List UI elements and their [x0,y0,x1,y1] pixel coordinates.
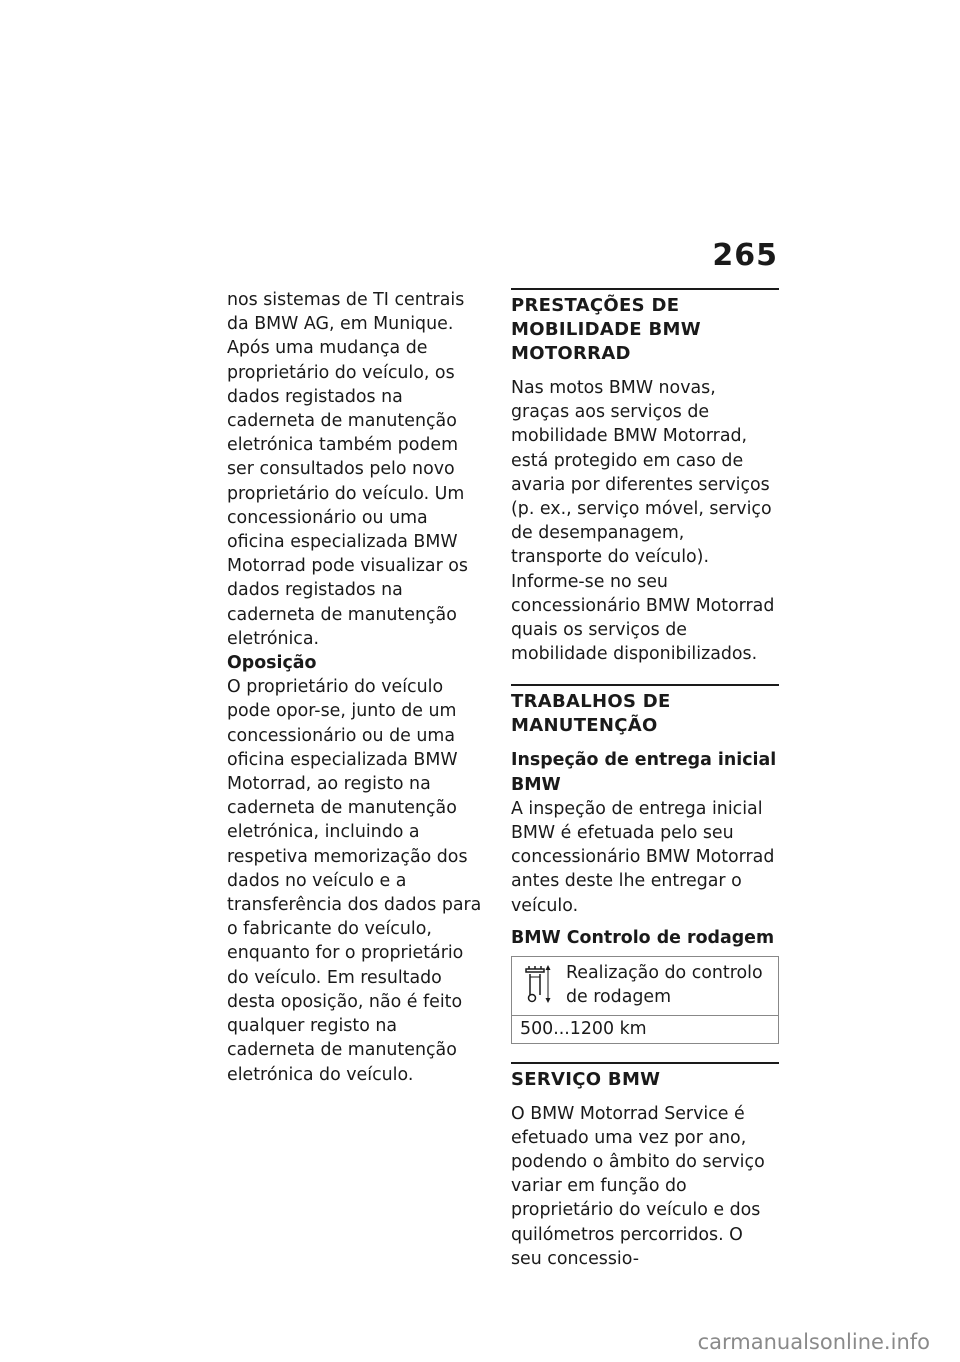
running-in-range: 500...1200 km [512,1015,778,1042]
page-number: 265 [712,238,778,273]
inspection-heading: Inspeção de entrega inicial BMW [511,750,777,795]
inspection-paragraph: A inspeção de entrega inicial BMW é efetuada pelo seu concessionário BMW Motorrad antes deste lhe entregar o veículo. [511,798,775,916]
running-in-gauge-icon [524,965,552,1005]
opposition-heading: Oposição [227,653,317,674]
mobility-heading: PRESTAÇÕES DE MOBILIDADE BMW MOTORRAD [511,288,779,366]
maintenance-heading: TRABALHOS DE MANUTENÇÃO [511,684,779,738]
running-in-table [511,956,779,1044]
right-column [511,288,779,1271]
mobility-paragraph: Nas motos BMW novas, graças aos serviços de mobilidade BMW Motorrad, está protegido em caso de avaria por diferentes serviços (p. ex., serviço móvel, serviço de desempanagem, transporte do veículo). Informe-se no seu concessionário BMW Motorrad quais os serviços de mobilidade disponibilizados. [511,378,775,665]
left-column [227,288,489,1087]
intro-paragraph: nos sistemas de TI centrais da BMW AG, em Munique. [227,290,465,335]
running-in-heading: BMW Controlo de rodagem [511,927,775,948]
service-heading: SERVIÇO BMW [511,1062,779,1092]
running-in-description: Realização do controlo de rodagem [566,963,763,1008]
opposition-paragraph: O proprietário do veículo pode opor-se, junto de um concessionário ou de uma oficina especializada BMW Motorrad, ao registo na caderneta de manutenção eletrónica, incluindo a respetiva memorização dos dados no veículo e a transferência dos dados para o fabricante do veículo, enquanto for o proprietário do veículo. Em resultado desta oposição, não é feito qualquer registo na caderneta de manutenção eletrónica do veículo. [227,677,482,1085]
running-in-row [512,957,778,1015]
owner-change-paragraph: Após uma mudança de proprietário do veículo, os dados registados na caderneta de manutenção eletrónica também podem ser consultados pelo novo proprietário do veículo. Um concessionário ou uma oficina especializada BMW Motorrad pode visualizar os dados registados na caderneta de manutenção eletrónica. [227,338,468,649]
service-paragraph: O BMW Motorrad Service é efetuado uma vez por ano, podendo o âmbito do serviço variar em função do proprietário do veículo e dos quilómetros percorridos. O seu concessio- [511,1103,765,1269]
watermark-link[interactable]: carmanualsonline.info [697,1330,930,1354]
